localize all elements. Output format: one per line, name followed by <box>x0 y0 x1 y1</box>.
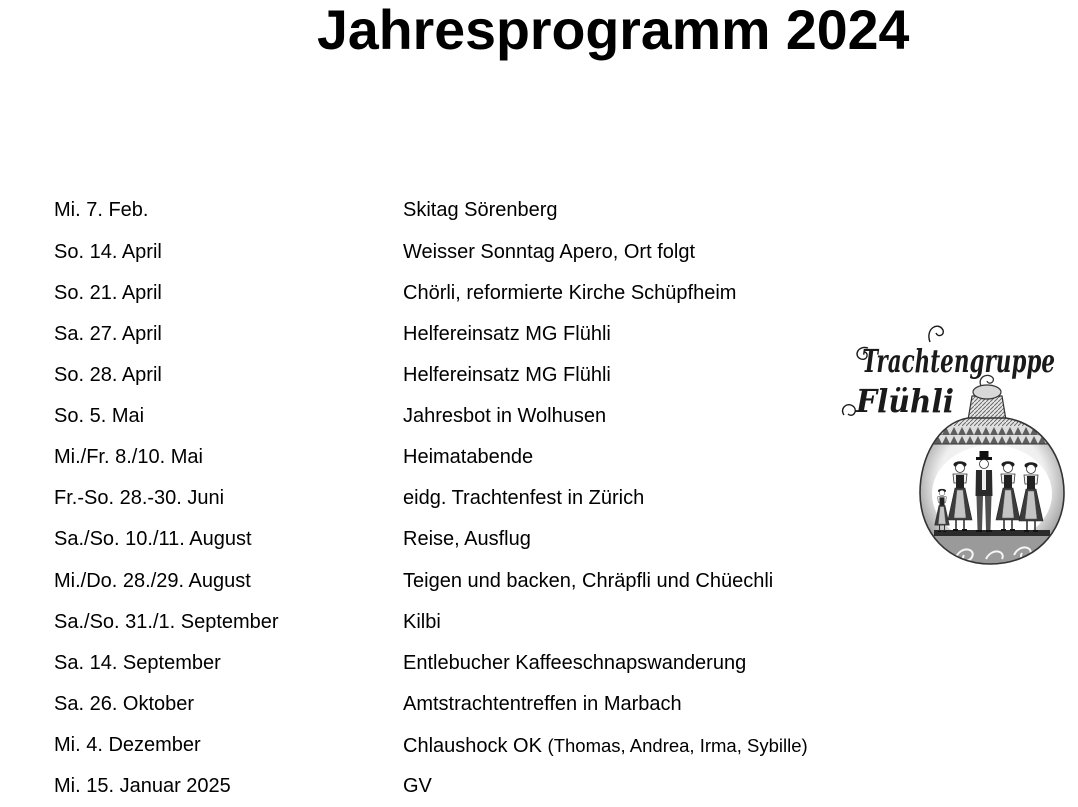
page-title: Jahresprogramm 2024 <box>317 0 910 61</box>
jug-neck <box>968 375 1006 420</box>
event-date: So. 14. April <box>54 240 162 263</box>
event-date: Sa. 27. April <box>54 322 162 345</box>
program-row <box>0 684 1078 725</box>
trachtengruppe-logo <box>838 318 1070 570</box>
event-title: Weisser Sonntag Apero, Ort folgt <box>403 240 696 263</box>
event-title: Reise, Ausflug <box>403 528 531 551</box>
event-title <box>403 725 808 767</box>
event-date: Sa. 14. September <box>54 651 221 674</box>
event-title: Teigen und backen, Chräpfli und Chüechli <box>403 569 774 592</box>
program-row <box>0 273 1078 314</box>
event-date: So. 28. April <box>54 363 162 386</box>
event-date: Mi./Do. 28./29. August <box>54 569 251 592</box>
event-title: Chörli, reformierte Kirche Schüpfheim <box>403 281 737 304</box>
program-row <box>0 766 1078 807</box>
event-date: So. 5. Mai <box>54 405 145 428</box>
event-title: Amtstrachtentreffen in Marbach <box>403 692 682 715</box>
event-date: Sa. 26. Oktober <box>54 692 195 715</box>
event-date: So. 21. April <box>54 281 162 304</box>
event-title: Skitag Sörenberg <box>403 199 558 222</box>
event-title: Jahresbot in Wolhusen <box>403 405 607 428</box>
event-date: Sa./So. 10./11. August <box>54 528 252 551</box>
program-row <box>0 643 1078 684</box>
event-title: Helfereinsatz MG Flühli <box>403 322 611 345</box>
event-date: Mi. 7. Feb. <box>54 199 149 222</box>
event-date: Mi. 4. Dezember <box>54 734 201 757</box>
event-date: Mi./Fr. 8./10. Mai <box>54 446 203 469</box>
event-title-text: Chlaushock OK <box>403 735 542 758</box>
program-row <box>0 190 1078 231</box>
event-date: Mi. 15. Januar 2025 <box>54 775 231 798</box>
program-row <box>0 232 1078 273</box>
event-date: Fr.-So. 28.-30. Juni <box>54 487 225 510</box>
program-row <box>0 725 1078 766</box>
program-row <box>0 602 1078 643</box>
event-title: Kilbi <box>403 610 441 633</box>
event-title: Helfereinsatz MG Flühli <box>403 363 611 386</box>
flourish-curl <box>843 405 856 416</box>
flourish-curl <box>929 326 943 342</box>
event-title: GV <box>403 775 432 798</box>
event-title: eidg. Trachtenfest in Zürich <box>403 487 645 510</box>
event-date: Sa./So. 31./1. September <box>54 610 279 633</box>
event-title: Entlebucher Kaffeeschnapswanderung <box>403 651 747 674</box>
event-title: Heimatabende <box>403 446 534 469</box>
logo-text-line1: Trachtengruppe <box>862 342 1055 380</box>
event-note: (Thomas, Andrea, Irma, Sybille) <box>547 735 808 757</box>
logo-text-line2: Flühli <box>855 382 954 420</box>
